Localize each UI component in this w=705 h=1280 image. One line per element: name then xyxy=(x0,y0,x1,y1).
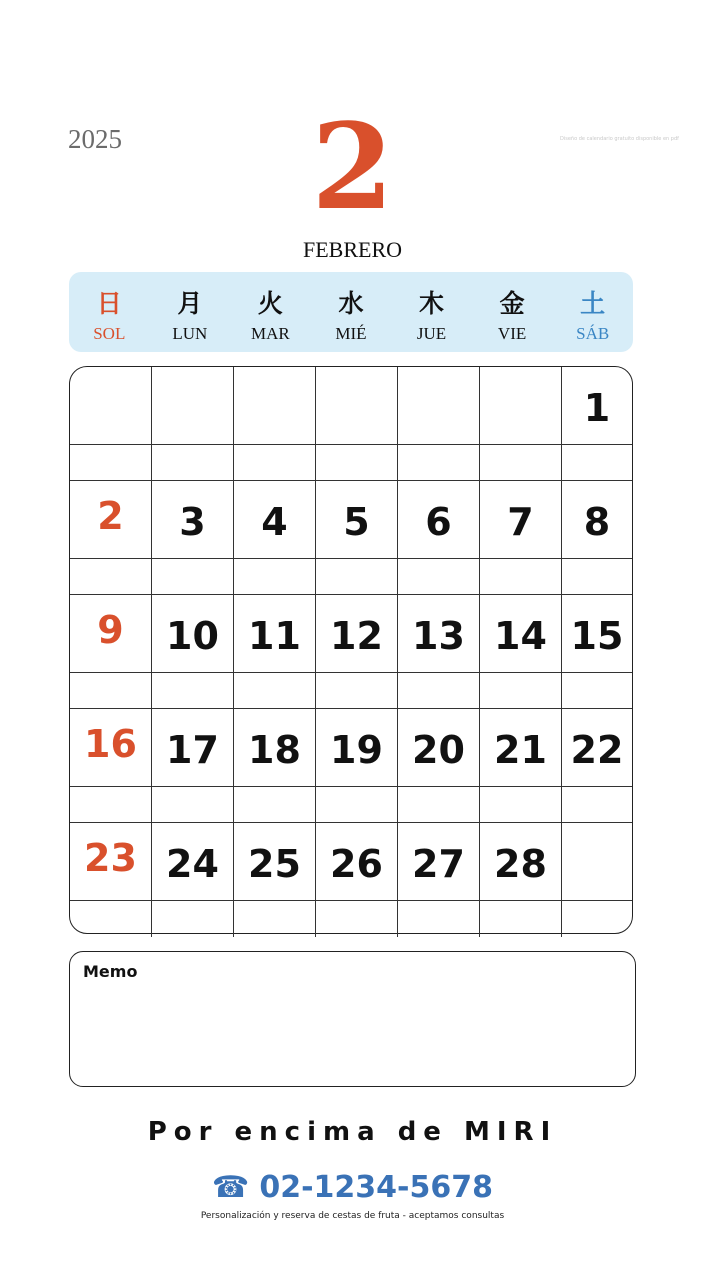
day-cell[interactable] xyxy=(234,823,316,901)
day-cell[interactable] xyxy=(234,481,316,559)
day-cell[interactable] xyxy=(398,481,480,559)
day-cell[interactable] xyxy=(562,595,632,673)
day-number: 2 xyxy=(97,494,124,538)
telephone-icon: ☎ xyxy=(211,1170,250,1205)
day-cell[interactable] xyxy=(70,367,152,445)
day-number: 16 xyxy=(84,722,137,766)
weekday-saturday xyxy=(552,272,633,352)
day-number: 27 xyxy=(412,842,465,886)
weekday-kanji: 土 xyxy=(580,289,606,318)
day-note-cell[interactable] xyxy=(562,901,632,937)
day-number: 24 xyxy=(166,842,219,886)
day-cell[interactable] xyxy=(480,367,562,445)
day-number: 12 xyxy=(330,614,383,658)
weekday-abbr: MAR xyxy=(251,324,290,343)
day-note-cell[interactable] xyxy=(562,787,632,823)
day-cell[interactable] xyxy=(398,367,480,445)
memo-label: Memo xyxy=(83,962,138,981)
small-note: Diseño de calendario gratuito disponible en pdf xyxy=(560,136,679,142)
day-number: 19 xyxy=(330,728,383,772)
day-number: 21 xyxy=(494,728,547,772)
month-name: FEBRERO xyxy=(302,237,403,262)
day-number: 4 xyxy=(261,500,288,544)
weekday-kanji: 火 xyxy=(257,289,283,318)
day-cell[interactable] xyxy=(480,823,562,901)
weekday-friday xyxy=(472,272,553,352)
day-note-cell[interactable] xyxy=(70,787,152,823)
day-number: 9 xyxy=(97,608,124,652)
day-number: 28 xyxy=(494,842,547,886)
memo-box[interactable] xyxy=(69,951,636,1087)
day-cell[interactable] xyxy=(152,481,234,559)
weekday-kanji: 金 xyxy=(499,289,525,318)
month-number: 2 xyxy=(311,97,394,236)
day-note-cell[interactable] xyxy=(480,559,562,595)
day-cell[interactable] xyxy=(562,823,632,901)
weekday-kanji: 水 xyxy=(338,289,364,318)
weekday-kanji: 木 xyxy=(419,289,445,318)
day-note-cell[interactable] xyxy=(234,445,316,481)
day-cell[interactable] xyxy=(152,595,234,673)
weekday-abbr: MIÉ xyxy=(335,324,367,343)
day-note-cell[interactable] xyxy=(562,559,632,595)
day-note-cell[interactable] xyxy=(152,901,234,937)
day-cell[interactable] xyxy=(562,709,632,787)
tagline: Personalización y reserva de cestas de fruta - aceptamos consultas xyxy=(200,1211,505,1221)
day-number: 3 xyxy=(179,500,206,544)
day-note-cell[interactable] xyxy=(152,445,234,481)
day-number: 18 xyxy=(248,728,301,772)
day-note-cell[interactable] xyxy=(70,559,152,595)
day-cell[interactable] xyxy=(562,367,632,445)
day-cell[interactable] xyxy=(316,823,398,901)
weekday-thursday xyxy=(391,272,472,352)
day-cell[interactable] xyxy=(234,367,316,445)
day-note-cell[interactable] xyxy=(398,787,480,823)
day-note-cell[interactable] xyxy=(70,445,152,481)
weekday-monday xyxy=(150,272,231,352)
day-number: 25 xyxy=(248,842,301,886)
phone-line xyxy=(0,1170,705,1205)
day-cell[interactable] xyxy=(70,709,152,787)
weekday-abbr: SOL xyxy=(93,324,126,343)
day-number: 13 xyxy=(412,614,465,658)
day-note-cell[interactable] xyxy=(480,901,562,937)
day-note-cell[interactable] xyxy=(234,787,316,823)
weekday-abbr: SÁB xyxy=(576,324,610,343)
day-note-cell[interactable] xyxy=(562,445,632,481)
day-cell[interactable] xyxy=(152,823,234,901)
day-cell[interactable] xyxy=(234,709,316,787)
phone-number: 02-1234-5678 xyxy=(259,1170,494,1205)
day-note-cell[interactable] xyxy=(398,445,480,481)
day-cell[interactable] xyxy=(316,481,398,559)
day-note-cell[interactable] xyxy=(480,445,562,481)
day-number: 7 xyxy=(507,500,534,544)
weekday-header xyxy=(69,272,633,352)
day-number: 10 xyxy=(166,614,219,658)
day-cell[interactable] xyxy=(562,481,632,559)
day-cell[interactable] xyxy=(70,595,152,673)
day-cell[interactable] xyxy=(316,595,398,673)
day-number: 22 xyxy=(570,728,624,772)
weekday-abbr: LUN xyxy=(172,324,208,343)
day-note-cell[interactable] xyxy=(70,673,152,709)
year-label: 2025 xyxy=(68,124,122,154)
day-note-cell[interactable] xyxy=(480,673,562,709)
day-note-cell[interactable] xyxy=(398,901,480,937)
day-note-cell[interactable] xyxy=(152,559,234,595)
day-cell[interactable] xyxy=(480,595,562,673)
day-cell[interactable] xyxy=(398,709,480,787)
day-note-cell[interactable] xyxy=(316,787,398,823)
day-number: 11 xyxy=(248,614,301,658)
weekday-kanji: 日 xyxy=(96,289,122,318)
weekday-tuesday xyxy=(230,272,311,352)
day-cell[interactable] xyxy=(480,481,562,559)
day-note-cell[interactable] xyxy=(234,559,316,595)
day-note-cell[interactable] xyxy=(316,901,398,937)
day-note-cell[interactable] xyxy=(562,673,632,709)
day-number: 8 xyxy=(583,500,611,544)
weekday-sunday xyxy=(69,272,150,352)
day-number: 5 xyxy=(343,500,370,544)
day-cell[interactable] xyxy=(152,709,234,787)
shop-name: Por encima de MIRI xyxy=(147,1117,558,1147)
day-number: 1 xyxy=(583,386,611,430)
day-number: 26 xyxy=(330,842,383,886)
day-note-cell[interactable] xyxy=(398,559,480,595)
day-note-cell[interactable] xyxy=(316,559,398,595)
weekday-abbr: JUE xyxy=(416,324,447,343)
day-cell[interactable] xyxy=(316,367,398,445)
day-number: 15 xyxy=(570,614,624,658)
day-cell[interactable] xyxy=(398,595,480,673)
day-number: 20 xyxy=(412,728,465,772)
day-number: 14 xyxy=(494,614,547,658)
day-note-cell[interactable] xyxy=(152,673,234,709)
day-cell[interactable] xyxy=(480,709,562,787)
day-number: 23 xyxy=(84,836,137,880)
day-number: 6 xyxy=(425,500,452,544)
day-cell[interactable] xyxy=(234,595,316,673)
day-note-cell[interactable] xyxy=(234,673,316,709)
day-number: 17 xyxy=(166,728,219,772)
day-note-cell[interactable] xyxy=(316,445,398,481)
day-cell[interactable] xyxy=(70,823,152,901)
day-note-cell[interactable] xyxy=(70,901,152,937)
day-cell[interactable] xyxy=(398,823,480,901)
day-cell[interactable] xyxy=(152,367,234,445)
day-note-cell[interactable] xyxy=(480,787,562,823)
day-note-cell[interactable] xyxy=(316,673,398,709)
day-cell[interactable] xyxy=(316,709,398,787)
day-note-cell[interactable] xyxy=(234,901,316,937)
weekday-kanji: 月 xyxy=(177,289,203,318)
day-note-cell[interactable] xyxy=(398,673,480,709)
weekday-wednesday xyxy=(311,272,392,352)
day-cell[interactable] xyxy=(70,481,152,559)
weekday-abbr: VIE xyxy=(497,324,527,343)
day-note-cell[interactable] xyxy=(152,787,234,823)
calendar-grid xyxy=(69,366,633,934)
